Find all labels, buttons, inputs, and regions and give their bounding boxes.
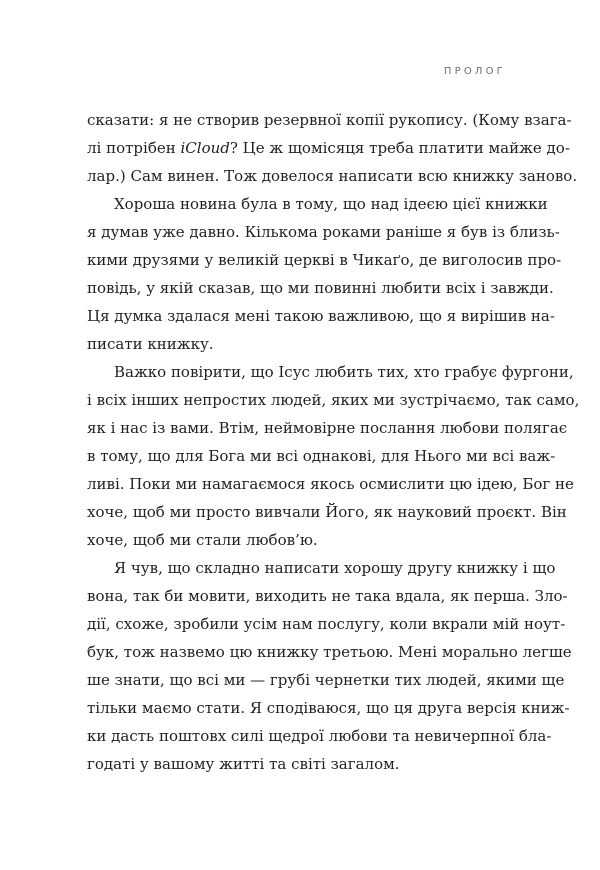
- text-line: як і нас із вами. Втім, неймовірне послання любови полягає: [87, 419, 568, 437]
- body-text: [87, 106, 580, 778]
- paragraph: [87, 358, 580, 554]
- text-line: Ця думка здалася мені такою важливою, що я вирішив на-: [87, 307, 555, 325]
- text-line: тільки маємо стати. Я сподіваюся, що ця друга версія книж-: [87, 699, 570, 717]
- text-line: і всіх інших непростих людей, яких ми зустрічаємо, так само,: [87, 391, 580, 409]
- running-header: [444, 66, 506, 77]
- text-line: в тому, що для Бога ми всі однакові, для Нього ми всі важ-: [87, 447, 556, 465]
- text-line: повідь, у якій сказав, що ми повинні любити всіх і завжди.: [87, 279, 554, 297]
- paragraph: [87, 106, 578, 190]
- paragraph: [87, 190, 562, 358]
- text-line: годаті у вашому житті та світі загалом.: [87, 755, 400, 773]
- text-line: ки дасть поштовх силі щедрої любови та невичерпної бла-: [87, 727, 552, 745]
- section-title: ПРОЛОГ: [443, 66, 506, 77]
- paragraph: [87, 554, 572, 778]
- text-line: ливі. Поки ми намагаємося якось осмислити цю ідею, Бог не: [87, 475, 574, 493]
- text-line: хоче, щоб ми стали любов’ю.: [87, 531, 318, 549]
- text-line: лар.) Сам винен. Тож довелося написати всю книжку заново.: [87, 167, 578, 185]
- text-line: вона, так би мовити, виходить не така вдала, як перша. Зло-: [87, 587, 568, 605]
- text-line: дії, схоже, зробили усім нам послугу, коли вкрали мій ноут-: [87, 615, 566, 633]
- text-line: ше знати, що всі ми — грубі чернетки тих людей, якими ще: [87, 671, 565, 689]
- emphasis-icloud: iCloud: [180, 139, 230, 157]
- text-line: писати книжку.: [87, 335, 214, 353]
- text-line: хоче, щоб ми просто вивчали Його, як науковий проєкт. Він: [87, 503, 567, 521]
- text-line: кими друзями у великій церкві в Чикаґо, де виголосив про-: [87, 251, 562, 269]
- text-line: Я чув, що складно написати хорошу другу книжку і що: [114, 559, 556, 577]
- text-span: ? Це ж щомісяця треба платити майже до-: [229, 139, 570, 157]
- text-line: Важко повірити, що Ісус любить тих, хто грабує фургони,: [114, 363, 574, 381]
- text-line: бук, тож назвемо цю книжку третьою. Мені морально легше: [87, 643, 572, 661]
- text-line: сказати: я не створив резервної копії рукопису. (Кому взага-: [87, 111, 572, 129]
- text-line: Хороша новина була в тому, що над ідеєю цієї книжки: [114, 195, 548, 213]
- text-span: лі потрібен: [87, 139, 181, 157]
- text-line: я думав уже давно. Кількома роками раніше я був із близь-: [87, 223, 560, 241]
- text-line: [87, 134, 570, 162]
